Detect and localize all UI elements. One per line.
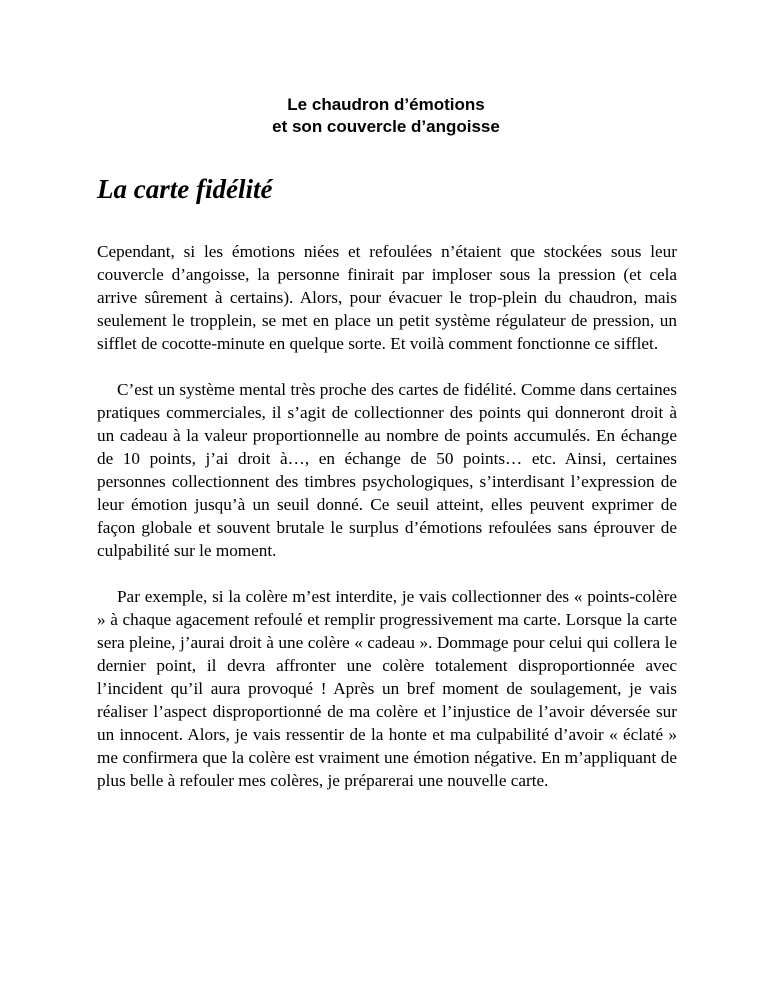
- running-header-line-1: Le chaudron d’émotions: [287, 95, 485, 114]
- chapter-title: La carte fidélité: [97, 174, 273, 204]
- paragraph-1: Cependant, si les émotions niées et refoulées n’étaient que stockées sous leur couvercle d’angoisse, la personne finirait par imploser sous la pression (et cela arrive sûrement à certains). Alors, pour évacuer le trop-plein du chaudron, mais seulement le tropplein, se met en place un petit système régulateur de pression, un sifflet de cocotte-minute en quelque sorte. Et voilà comment fonctionne ce sifflet.: [97, 242, 677, 353]
- running-header: [0, 94, 772, 138]
- running-header-line-2: et son couvercle d’angoisse: [272, 117, 500, 136]
- body-text: [97, 240, 677, 792]
- paragraph-2: C’est un système mental très proche des cartes de fidélité. Comme dans certaines pratiques commerciales, il s’agit de collectionner des points qui donneront droit à un cadeau à la valeur proportionnelle au nombre de points accumulés. En échange de 10 points, j’ai droit à…, en échange de 50 points… etc. Ainsi, certaines personnes collectionnent des timbres psychologiques, s’interdisant l’expression de leur émotion jusqu’à un seuil donné. Ce seuil atteint, elles peuvent exprimer de façon globale et souvent brutale le surplus d’émotions refoulées sans éprouver de culpabilité sur le moment.: [97, 380, 677, 560]
- paragraph-3: Par exemple, si la colère m’est interdite, je vais collectionner des « points-colère » à chaque agacement refoulé et remplir progressivement ma carte. Lorsque la carte sera pleine, j’aurai droit à une colère « cadeau ». Dommage pour celui qui collera le dernier point, il devra affronter une colère totalement disproportionnée avec l’incident qu’il aura provoqué ! Après un bref moment de soulagement, je vais réaliser l’aspect disproportionné de ma colère et l’injustice de l’avoir déversée sur un innocent. Alors, je vais ressentir de la honte et ma culpabilité d’avoir « éclaté » me confirmera que la colère est vraiment une émotion négative. En m’appliquant de plus belle à refouler mes colères, je préparerai une nouvelle carte.: [97, 587, 677, 790]
